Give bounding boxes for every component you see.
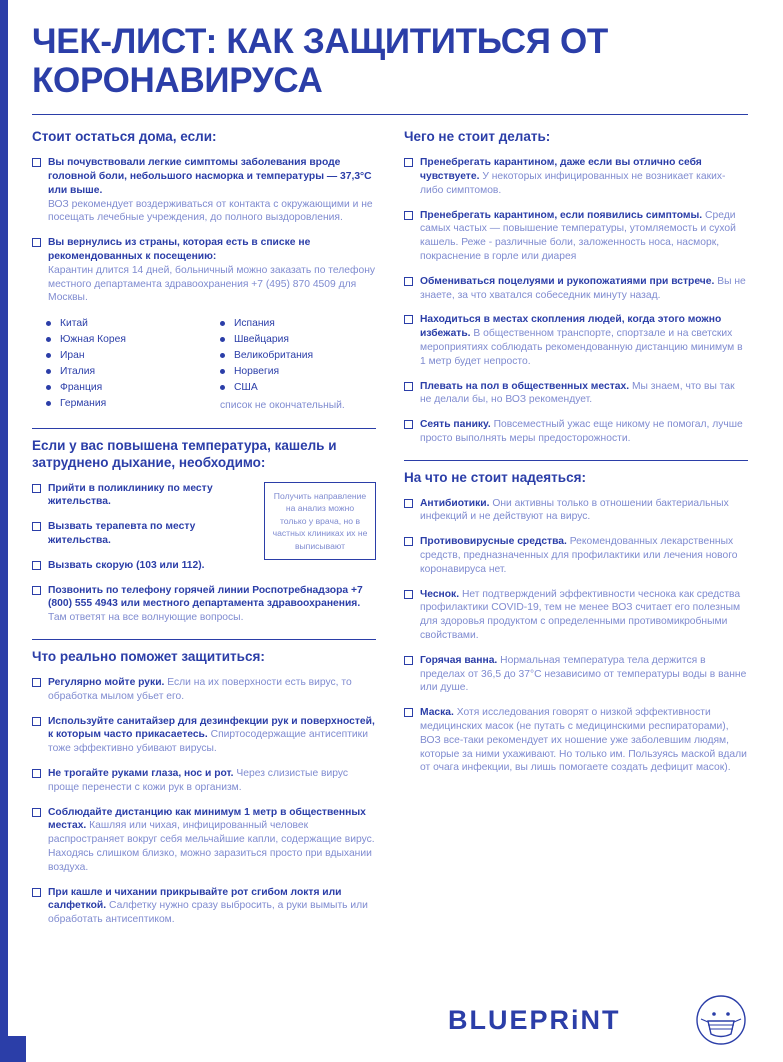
country-list-right [220, 316, 370, 414]
item-note-text: ВОЗ рекомендует воздерживаться от контакта с окружающими и не посещать лечебные учреждения, до полного выздоровления. [48, 198, 373, 224]
list-item: Норвегия [220, 364, 370, 380]
item-note-text: В общественном транспорте, спортзале и на светских мероприятиях соблюдать рекомендованную дистанцию минимум в 1 метр будет непросто. [420, 328, 743, 367]
list-item [32, 520, 376, 548]
item-bold-text: Используйте санитайзер для дезинфекции рук и поверхностей, к которым часто прикасаетесь. [48, 715, 375, 741]
section-heading-dont: Чего не стоит делать: [404, 129, 551, 145]
list-item: Великобритания [220, 348, 370, 364]
list-item [404, 497, 748, 525]
item-bold-text: Антибиотики. [420, 497, 490, 509]
list-item [404, 588, 748, 643]
item-bold-text: Соблюдайте дистанцию как минимум 1 метр в общественных местах. [48, 806, 366, 832]
item-note-text: Нормальная температура тела держится в пределах от 36,5 до 37°C независимо от температуры воды в ванне или душе. [420, 654, 747, 694]
item-bold-text: Маска. [420, 707, 454, 719]
item-bold-text: Обмениваться поцелуями и рукопожатиями при встрече. [420, 275, 715, 287]
list-item [32, 767, 376, 795]
page-title: ЧЕК-ЛИСТ: КАК ЗАЩИТИТЬСЯ ОТ КОРОНАВИРУСА [32, 22, 608, 101]
list-item: Южная Корея [46, 332, 196, 348]
list-item [404, 275, 748, 303]
item-note-text: Они активны только в отношении бактериальных инфекций и не действуют на вирус. [420, 497, 729, 523]
item-note-text: Повсеместный ужас еще никому не помогал, лучше просто выполнять меры предосторожности. [420, 419, 743, 444]
section-heading-stay-home: Стоит остаться дома, если: [32, 129, 217, 145]
title-divider [32, 114, 748, 115]
item-note-text: Мы знаем, что вы так не делали бы, но ВОЗ рекомендует. [420, 380, 735, 406]
item-bold-text: Прийти в поликлинику по месту жительства. [48, 482, 213, 508]
referral-sidebox: Получить направление на анализ можно только у врача, но в частных клиниках их не выписывают [264, 482, 376, 560]
list-item: Испания [220, 316, 370, 332]
list-item [404, 535, 748, 576]
list-item [32, 559, 376, 573]
list-item: Франция [46, 380, 196, 396]
item-note-text: Салфетку нужно сразу выбросить, а руки вымыть или обработать антисептиком. [48, 900, 368, 926]
list-item: Китай [46, 316, 196, 332]
left-column [32, 129, 376, 938]
no-hope-list [404, 497, 748, 776]
item-note-text: Среди самых частых — повышение температуры, утомляемость и сухой кашель. Реже - различные боли, заложенность носа, насморк, покраснение в горле или диарея [420, 209, 736, 263]
item-bold-text: Позвонить по телефону горячей линии Роспотребнадзора +7 (800) 555 4943 или местного департамента здравоохранения. [48, 584, 363, 610]
two-column-layout [32, 129, 748, 938]
country-list-left [46, 316, 196, 414]
item-bold-text: Пренебрегать карантином, даже если вы отлично себя чувствуете. [420, 157, 702, 183]
list-item [404, 418, 748, 446]
list-item [404, 209, 748, 264]
section-heading-help: Что реально поможет защититься: [32, 649, 265, 665]
item-note-text: У некоторых инфицированных не возникает каких-либо симптомов. [420, 171, 726, 196]
item-note-text: Нет подтверждений эффективности чеснока как средства профилактики COVID-19, тем не менее ВОЗ считает его полезным для здоровья продуктом с определенными противомикробными свойствами. [420, 588, 741, 642]
item-note-text: Карантин длится 14 дней, больничный можно заказать по телефону местного департамента здравоохранения +7 (495) 870 4509 для Москвы. [48, 264, 376, 304]
item-bold-text: Вы вернулись из страны, которая есть в списке не рекомендованных к посещению: [48, 237, 311, 263]
list-item [404, 156, 748, 197]
list-item [32, 676, 376, 704]
item-bold-text: Плевать на пол в общественных местах. [420, 380, 630, 392]
bottom-left-square [0, 1036, 26, 1062]
item-note-text: Там ответят на все волнующие вопросы. [48, 612, 244, 624]
list-item: Швейцария [220, 332, 370, 348]
left-accent-bar [0, 0, 8, 1062]
item-bold-text: Вызвать скорую (103 или 112). [48, 559, 205, 571]
item-bold-text: Находиться в местах скопления людей, когда этого можно избежать. [420, 314, 722, 340]
section-divider [32, 639, 376, 640]
list-item [32, 715, 376, 756]
list-item: Италия [46, 364, 196, 380]
item-bold-text: Вызвать терапевта по месту жительства. [48, 521, 196, 547]
list-item [404, 706, 748, 775]
stay-home-list [32, 156, 376, 305]
section-heading-fever: Если у вас повышена температура, кашель и затруднено дыхание, необходимо: [32, 437, 337, 470]
item-note-text: Через слизистые вирус проще перенести с кожи рук в организм. [48, 767, 349, 793]
item-bold-text: Пренебрегать карантином, если появились симптомы. [420, 209, 703, 221]
item-bold-text: Чеснок. [420, 588, 460, 600]
section-divider [404, 460, 748, 461]
item-note-text: Вы не знаете, за что хватался собеседник минуту назад. [420, 275, 746, 301]
list-item [32, 886, 376, 927]
help-list [32, 676, 376, 927]
item-note-text: Если на их поверхности есть вирус, то обработка мылом убьет его. [48, 676, 352, 702]
section-divider [32, 428, 376, 429]
list-item [404, 654, 748, 695]
item-bold-text: При кашле и чихании прикрывайте рот сгибом локтя или салфеткой. [48, 886, 342, 912]
item-note-text: Спиртосодержащие антисептики тоже эффективно убивают вирусы. [48, 729, 368, 755]
right-column [404, 129, 748, 938]
item-bold-text: Регулярно мойте руки. [48, 676, 165, 688]
dont-list [404, 156, 748, 446]
list-item [32, 584, 376, 625]
face-mask-icon [695, 994, 747, 1046]
list-item [32, 236, 376, 305]
section-heading-no-hope: На что не стоит надеяться: [404, 469, 586, 485]
item-note-text: Рекомендованных лекарственных средств, предназначенных для профилактики или лечения нового коронавируса нет. [420, 536, 738, 575]
footer [0, 1004, 783, 1062]
item-bold-text: Не трогайте руками глаза, нос и рот. [48, 767, 234, 779]
country-list-note: список не окончательный. [220, 399, 345, 411]
item-bold-text: Противовирусные средства. [420, 536, 567, 548]
list-item: Германия [46, 396, 196, 412]
list-item: Иран [46, 348, 196, 364]
list-item: США [220, 380, 370, 396]
item-bold-text: Горячая ванна. [420, 654, 498, 666]
list-item [32, 806, 376, 875]
brand-logo: BLUEPRiNT [448, 1005, 621, 1035]
country-lists [46, 316, 376, 414]
item-bold-text: Вы почувствовали легкие симптомы заболевания вроде головной боли, небольшого насморка и температуры — 37,3°С или выше. [48, 157, 372, 196]
item-note-text: Кашляя или чихая, инфицированный человек распространяет вокруг себя мельчайшие капли, содержащие вирус. Находясь слишком близко, можно заразиться просто при вдыхании воздуха. [48, 820, 375, 873]
item-note-text: Хотя исследования говорят о низкой эффективности медицинских масок (не путать с медицинскими респираторами), ВОЗ все-таки рекомендует их ношение уже заболевшим людям, которые за ними ухаживают. Но только им. Пользуясь маской вдали от очага инфекции, вы лишь помогаете создать дефицит масок). [420, 707, 747, 774]
poster-content [32, 22, 748, 938]
list-item [32, 156, 376, 225]
list-item [404, 313, 748, 368]
item-bold-text: Сеять панику. [420, 419, 491, 431]
list-item [32, 482, 376, 510]
list-item [404, 380, 748, 408]
